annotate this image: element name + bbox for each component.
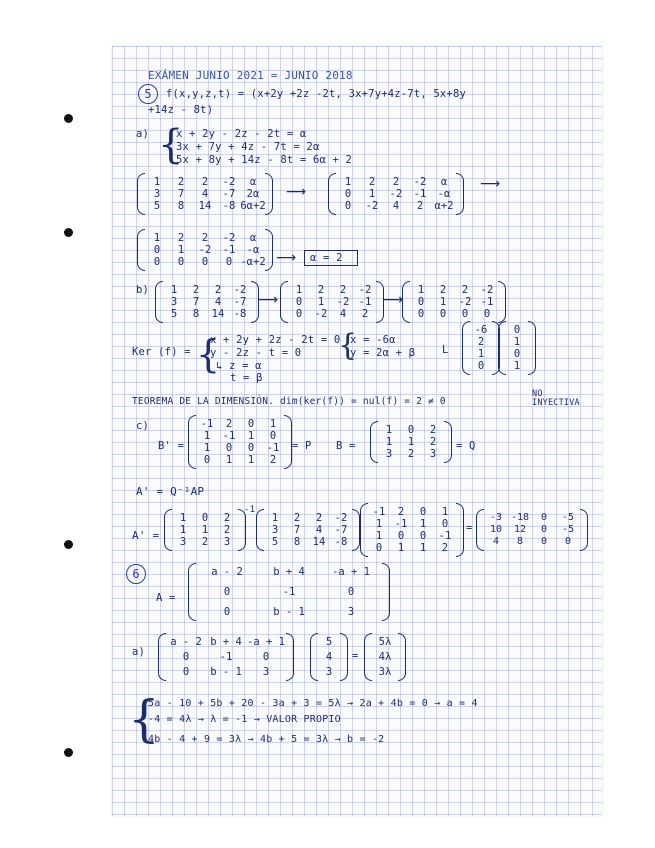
arrow-right-icon: ⟶ xyxy=(276,250,297,266)
kernel-param: t = β xyxy=(230,372,263,384)
vector-cell: 4 xyxy=(325,651,333,663)
matrix-a xyxy=(196,566,382,618)
equals-sign: = xyxy=(466,522,473,534)
matrix-cell: 0 xyxy=(223,586,231,598)
matrix-cell: 2 xyxy=(177,232,185,244)
kernel-equation: x + 2y + 2z - 2t = 0 xyxy=(210,334,341,346)
matrix-cell: 1 xyxy=(441,506,449,518)
matrix-cell: 1 xyxy=(344,176,352,188)
vector-cell: 3 xyxy=(325,666,333,678)
matrix-cell: 2 xyxy=(223,524,231,536)
arrow-right-icon: ⟶ xyxy=(286,184,307,200)
matrix-cell: 3 xyxy=(271,524,279,536)
matrix-cell: 10 xyxy=(489,524,503,535)
matrix-cell: -8 xyxy=(334,536,348,548)
matrix-cell: 0 xyxy=(344,188,352,200)
matrix-cell: 0 xyxy=(295,296,303,308)
matrix-cell: b - 1 xyxy=(273,606,305,618)
matrix-cell: 0 xyxy=(483,308,491,320)
matrix-cell: 0 xyxy=(397,530,405,542)
matrix-cell: 2 xyxy=(293,512,301,524)
matrix-cell: 0 xyxy=(269,430,277,442)
matrix-cell: 0 xyxy=(201,512,209,524)
coefficient-matrix xyxy=(163,284,251,320)
matrix-cell: a - 2 xyxy=(170,636,202,648)
augmented-matrix-1 xyxy=(145,176,265,212)
not-injective-note: NO INYECTIVA xyxy=(532,389,580,408)
matrix-cell: -2 xyxy=(334,512,348,524)
matrix-cell: b - 1 xyxy=(210,666,242,678)
matrix-cell: 0 xyxy=(182,666,190,678)
matrix-cell: α xyxy=(249,176,257,188)
matrix-cell: -7 xyxy=(233,296,247,308)
matrix-cell: 2 xyxy=(441,542,449,554)
matrix-cell: 0 xyxy=(407,424,415,436)
matrix-cell: 0 xyxy=(417,308,425,320)
matrix-cell: -3 xyxy=(489,512,503,523)
matrix-cell: 2 xyxy=(429,424,437,436)
matrix-cell: 1 xyxy=(203,430,211,442)
matrix-cell: 1 xyxy=(269,418,277,430)
matrix-cell: 1 xyxy=(247,454,255,466)
matrix-cell: -α xyxy=(246,244,260,256)
kernel-equation: y - 2z - t = 0 xyxy=(210,347,302,359)
matrix-cell: α xyxy=(440,176,448,188)
matrix-cell: -1 xyxy=(222,430,236,442)
matrix-cell: 0 xyxy=(225,442,233,454)
matrix-cell: 8 xyxy=(293,536,301,548)
matrix-cell: 1 xyxy=(179,512,187,524)
matrix-cell: 5 xyxy=(170,308,178,320)
matrix-cell: 0 xyxy=(540,524,548,535)
matrix-q-label: = Q xyxy=(456,440,476,452)
vector-cell: 2 xyxy=(477,336,485,348)
matrix-cell: -1 xyxy=(394,518,408,530)
vector-cell: 0 xyxy=(513,324,521,336)
matrix-cell: 0 xyxy=(247,442,255,454)
matrix-cell: 1 xyxy=(397,542,405,554)
matrix-cell: 3 xyxy=(179,536,187,548)
matrix-cell: -2 xyxy=(314,308,328,320)
matrix-cell: -2 xyxy=(458,296,472,308)
q-matrix xyxy=(172,512,238,548)
matrix-cell: 1 xyxy=(153,232,161,244)
matrix-cell: 4 xyxy=(315,524,323,536)
binder-hole xyxy=(64,228,73,237)
matrix-cell: 1 xyxy=(170,284,178,296)
vector-cell: 1 xyxy=(513,336,521,348)
part-a-label: a) xyxy=(136,128,150,140)
matrix-cell: 3 xyxy=(347,606,355,618)
matrix-cell: 1 xyxy=(153,176,161,188)
basis-b-matrix xyxy=(378,424,444,460)
matrix-cell: 0 xyxy=(182,651,190,663)
matrix-cell: 2 xyxy=(201,232,209,244)
eigen-equation: -4 = 4λ → λ = -1 → VALOR PROPIO xyxy=(148,714,341,725)
vector-cell: 0 xyxy=(513,348,521,360)
matrix-cell: 0 xyxy=(461,308,469,320)
matrix-cell: 1 xyxy=(203,442,211,454)
matrix-cell: -5 xyxy=(561,524,575,535)
equals-sign: = xyxy=(352,650,359,662)
vector-cell: -6 xyxy=(474,324,488,336)
matrix-cell: -18 xyxy=(510,512,530,523)
vector-cell: 4λ xyxy=(378,651,392,663)
function-definition-cont: +14z - 8t) xyxy=(148,104,214,116)
matrix-cell: 14 xyxy=(198,200,212,212)
change-of-basis-formula: A' = Q⁻¹AP xyxy=(136,485,205,498)
vector-cell: 5 xyxy=(325,636,333,648)
matrix-cell: 0 xyxy=(375,542,383,554)
matrix-cell: 8 xyxy=(192,308,200,320)
matrix-cell: -2 xyxy=(365,200,379,212)
equation-line: 5x + 8y + 14z - 8t = 6α + 2 xyxy=(176,154,353,166)
system-brace: { xyxy=(338,328,358,363)
matrix-cell: 0 xyxy=(439,308,447,320)
part-a-label: a) xyxy=(132,646,146,658)
eigen-equation: 4b - 4 + 9 = 3λ → 4b + 5 = 3λ → b = -2 xyxy=(148,734,385,745)
equation-line: 3x + 7y + 4z - 7t = 2α xyxy=(176,141,320,153)
binder-hole xyxy=(64,748,73,757)
matrix-cell: 7 xyxy=(293,524,301,536)
system-brace: { xyxy=(158,122,184,168)
result-matrix xyxy=(484,512,580,548)
matrix-cell: 0 xyxy=(540,536,548,547)
matrix-cell: 4 xyxy=(214,296,222,308)
matrix-cell: 1 xyxy=(385,436,393,448)
matrix-cell: 4 xyxy=(339,308,347,320)
vector-cell: 1 xyxy=(477,348,485,360)
eigen-equation: 5a - 10 + 5b + 20 - 3a + 3 = 5λ → 2a + 4b = 0 → a = 4 xyxy=(148,698,478,709)
matrix-cell: 2 xyxy=(269,454,277,466)
matrix-cell: 1 xyxy=(271,512,279,524)
matrix-cell: 6α+2 xyxy=(240,200,266,212)
kernel-basis-vector-1 xyxy=(470,324,492,372)
boxed-answer-text: α = 2 xyxy=(310,252,343,264)
matrix-cell: 0 xyxy=(262,651,270,663)
matrix-cell: -1 xyxy=(219,651,233,663)
matrix-cell: -8 xyxy=(233,308,247,320)
matrix-cell: α+2 xyxy=(434,200,454,212)
binder-hole xyxy=(64,114,73,123)
matrix-cell: -α xyxy=(437,188,451,200)
basis-b-label: B = xyxy=(336,440,356,452)
matrix-cell: 0 xyxy=(419,530,427,542)
matrix-cell: -a + 1 xyxy=(247,636,285,648)
matrix-a-copy xyxy=(166,636,286,678)
matrix-cell: 1 xyxy=(177,244,185,256)
arrow-right-icon: ⟶ xyxy=(383,292,404,308)
solution-equation: x = -6α xyxy=(350,334,396,346)
matrix-cell: -2 xyxy=(233,284,247,296)
matrix-cell: 2 xyxy=(317,284,325,296)
matrix-cell: 0 xyxy=(153,244,161,256)
matrix-cell: 2 xyxy=(214,284,222,296)
matrix-cell: 0 xyxy=(153,256,161,268)
matrix-cell: 1 xyxy=(368,188,376,200)
matrix-cell: 2 xyxy=(397,506,405,518)
matrix-cell: 2 xyxy=(223,512,231,524)
matrix-cell: 8 xyxy=(177,200,185,212)
matrix-cell: 2 xyxy=(339,284,347,296)
matrix-cell: -1 xyxy=(282,586,296,598)
matrix-cell: 1 xyxy=(385,424,393,436)
matrix-cell: b + 4 xyxy=(273,566,305,578)
matrix-cell: -2 xyxy=(358,284,372,296)
matrix-cell: 0 xyxy=(247,418,255,430)
matrix-cell: 3 xyxy=(170,296,178,308)
kernel-label: Ker (f) = xyxy=(132,346,191,358)
matrix-cell: 4 xyxy=(492,536,500,547)
equation-line: x + 2y - 2z - 2t = α xyxy=(176,128,307,140)
matrix-cell: 1 xyxy=(439,296,447,308)
matrix-cell: 12 xyxy=(513,524,527,535)
matrix-cell: 2 xyxy=(407,448,415,460)
matrix-p-label: = P xyxy=(292,440,312,452)
matrix-cell: 1 xyxy=(375,518,383,530)
kernel-basis-vector-2 xyxy=(506,324,528,372)
exam-title: EXÁMEN JUNIO 2021 = JUNIO 2018 xyxy=(148,69,353,82)
matrix-cell: 3 xyxy=(262,666,270,678)
vector-cell: 5λ xyxy=(378,636,392,648)
matrix-cell: 0 xyxy=(223,606,231,618)
matrix-cell: 4 xyxy=(392,200,400,212)
augmented-matrix-3 xyxy=(145,232,265,268)
part-b-label: b) xyxy=(136,284,150,296)
matrix-cell: 5 xyxy=(271,536,279,548)
matrix-cell: -2 xyxy=(198,244,212,256)
matrix-a-label: A = xyxy=(156,592,176,604)
p-matrix xyxy=(368,506,456,554)
matrix-cell: 7 xyxy=(192,296,200,308)
matrix-cell: 8 xyxy=(516,536,524,547)
matrix-cell: 0 xyxy=(201,256,209,268)
lambda-vector xyxy=(372,636,398,678)
basis-bprime-label: B' = xyxy=(158,440,185,452)
matrix-cell: 2 xyxy=(225,418,233,430)
matrix-cell: 0 xyxy=(540,512,548,523)
function-definition: f(x,y,z,t) = (x+2y +2z -2t, 3x+7y+4z-7t, 5x+8y xyxy=(166,88,466,100)
matrix-cell: 0 xyxy=(419,506,427,518)
matrix-cell: -5 xyxy=(561,512,575,523)
matrix-cell: 2 xyxy=(201,176,209,188)
matrix-cell: 2 xyxy=(177,176,185,188)
matrix-cell: 1 xyxy=(225,454,233,466)
matrix-cell: -1 xyxy=(266,442,280,454)
matrix-cell: 0 xyxy=(344,200,352,212)
matrix-cell: 2 xyxy=(361,308,369,320)
matrix-cell: -1 xyxy=(438,530,452,542)
system-brace: { xyxy=(196,332,221,376)
matrix-cell: 0 xyxy=(225,256,233,268)
matrix-cell: 0 xyxy=(417,296,425,308)
matrix-cell: 2 xyxy=(461,284,469,296)
matrix-cell: 2 xyxy=(201,536,209,548)
matrix-cell: -1 xyxy=(372,506,386,518)
matrix-cell: 7 xyxy=(177,188,185,200)
matrix-cell: 1 xyxy=(179,524,187,536)
matrix-cell: -1 xyxy=(413,188,427,200)
reduced-matrix-2 xyxy=(410,284,498,320)
matrix-cell: 4 xyxy=(201,188,209,200)
augmented-matrix-2 xyxy=(336,176,456,212)
span-label: L xyxy=(442,344,449,356)
vector-cell: 3λ xyxy=(378,666,392,678)
part-c-label: c) xyxy=(136,420,150,432)
binder-hole xyxy=(64,540,73,549)
matrix-cell: 1 xyxy=(419,518,427,530)
dimension-theorem: TEOREMA DE LA DIMENSIÓN. dim(ker(f)) = nul(f) = 2 ≠ 0 xyxy=(132,396,446,407)
inverse-exponent: -1 xyxy=(244,505,256,515)
matrix-cell: 14 xyxy=(211,308,225,320)
matrix-cell: -2 xyxy=(480,284,494,296)
matrix-cell: 14 xyxy=(312,536,326,548)
matrix-cell: b + 4 xyxy=(210,636,242,648)
matrix-cell: 1 xyxy=(317,296,325,308)
solution-equation: y = 2α + β xyxy=(350,347,416,359)
arrow-right-icon: ⟶ xyxy=(258,292,279,308)
matrix-cell: 2 xyxy=(192,284,200,296)
matrix-cell: 3 xyxy=(223,536,231,548)
vector-cell: 0 xyxy=(477,360,485,372)
matrix-cell: 0 xyxy=(177,256,185,268)
matrix-cell: 2 xyxy=(392,176,400,188)
matrix-cell: 0 xyxy=(347,586,355,598)
matrix-cell: -7 xyxy=(334,524,348,536)
matrix-cell: 3 xyxy=(153,188,161,200)
eigenvector xyxy=(318,636,340,678)
matrix-cell: -1 xyxy=(480,296,494,308)
matrix-cell: 0 xyxy=(295,308,303,320)
matrix-cell: -2 xyxy=(413,176,427,188)
matrix-cell: -α+2 xyxy=(240,256,266,268)
matrix-cell: -2 xyxy=(336,296,350,308)
matrix-cell: 2 xyxy=(315,512,323,524)
matrix-cell: 5 xyxy=(153,200,161,212)
matrix-cell: -7 xyxy=(222,188,236,200)
system-brace: { xyxy=(128,690,160,748)
matrix-cell: 1 xyxy=(247,430,255,442)
matrix-cell: 1 xyxy=(419,542,427,554)
exercise-number-6: 6 xyxy=(126,564,146,584)
arrow-right-icon: ⟶ xyxy=(480,176,501,192)
reduced-matrix-1 xyxy=(288,284,376,320)
matrix-cell: 0 xyxy=(564,536,572,547)
matrix-cell: 2α xyxy=(246,188,260,200)
matrix-cell: 2 xyxy=(368,176,376,188)
matrix-cell: 3 xyxy=(429,448,437,460)
vector-cell: 1 xyxy=(513,360,521,372)
matrix-cell: 1 xyxy=(417,284,425,296)
exercise-number-5: 5 xyxy=(138,84,158,104)
matrix-cell: -1 xyxy=(200,418,214,430)
matrix-cell: 1 xyxy=(407,436,415,448)
matrix-cell: -2 xyxy=(389,188,403,200)
aprime-label: A' = xyxy=(132,529,160,542)
matrix-cell: -2 xyxy=(222,232,236,244)
matrix-cell: -8 xyxy=(222,200,236,212)
kernel-param: ↳ z = α xyxy=(216,360,262,372)
matrix-cell: 0 xyxy=(441,518,449,530)
matrix-cell: 2 xyxy=(416,200,424,212)
matrix-cell: -2 xyxy=(222,176,236,188)
matrix-cell: 2 xyxy=(439,284,447,296)
matrix-cell: 1 xyxy=(375,530,383,542)
matrix-cell: 1 xyxy=(295,284,303,296)
matrix-cell: -1 xyxy=(358,296,372,308)
matrix-cell: 3 xyxy=(385,448,393,460)
matrix-cell: 2 xyxy=(429,436,437,448)
matrix-cell: 0 xyxy=(203,454,211,466)
matrix-cell: a - 2 xyxy=(211,566,243,578)
matrix-cell: 1 xyxy=(201,524,209,536)
basis-bprime-matrix xyxy=(196,418,284,466)
matrix-cell: -a + 1 xyxy=(332,566,370,578)
matrix-cell: α xyxy=(249,232,257,244)
a-matrix xyxy=(264,512,352,548)
matrix-cell: -1 xyxy=(222,244,236,256)
